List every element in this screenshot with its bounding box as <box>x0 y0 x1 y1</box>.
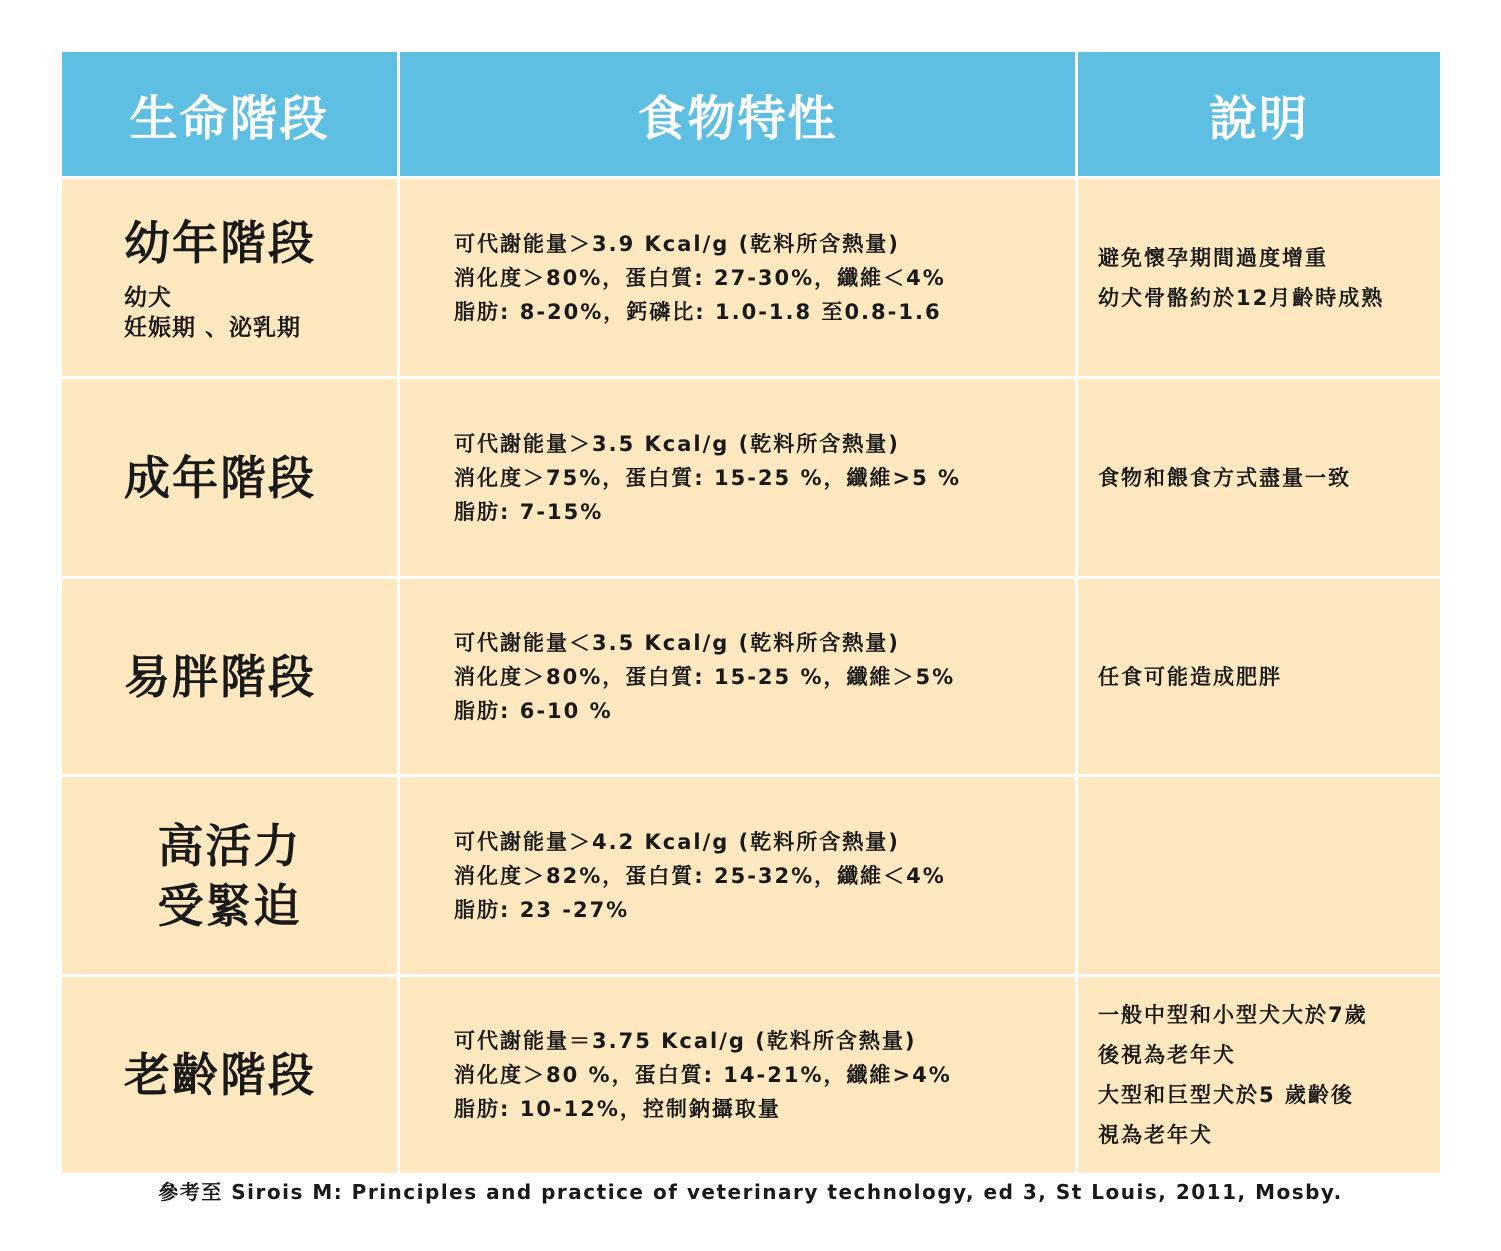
food-cell-senior <box>400 977 1075 1173</box>
food-line: 消化度＞80%，蛋白質: 15-25 %，纖維＞5% <box>454 664 956 689</box>
food-line: 脂肪: 8-20%，鈣磷比: 1.0-1.8 至0.8-1.6 <box>454 299 942 324</box>
header-food-characteristics: 食物特性 <box>400 52 1075 176</box>
note-cell-juvenile <box>1078 179 1440 376</box>
stage-cell-high-activity <box>62 777 397 974</box>
food-line: 脂肪: 10-12%，控制鈉攝取量 <box>454 1097 781 1121</box>
note-cell-adult <box>1078 379 1440 576</box>
note-line: 後視為老年犬 <box>1098 1043 1236 1067</box>
stage-subtitle-line: 妊娠期 、泌乳期 <box>124 314 302 341</box>
header-notes: 說明 <box>1078 52 1440 176</box>
stage-title: 老齡階段 <box>124 1048 316 1102</box>
stage-cell-juvenile <box>62 179 397 376</box>
stage-title: 易胖階段 <box>124 649 316 704</box>
food-line: 可代謝能量＞3.5 Kcal/g (乾料所含熱量) <box>454 431 900 456</box>
reference-citation: 參考至 Sirois M: Principles and practice of veterinary technology, ed 3, St Louis, 2011, Mosby. <box>158 1180 1343 1204</box>
stage-title-line: 受緊迫 <box>157 878 302 933</box>
header-life-stage: 生命階段 <box>62 52 397 176</box>
food-line: 可代謝能量＞3.9 Kcal/g (乾料所含熱量) <box>454 231 900 256</box>
stage-cell-senior <box>62 977 397 1173</box>
note-line: 視為老年犬 <box>1098 1123 1213 1147</box>
food-line: 脂肪: 6-10 % <box>454 698 613 723</box>
stage-subtitle-line: 幼犬 <box>124 284 172 311</box>
stage-title: 幼年階段 <box>124 215 316 270</box>
note-line: 幼犬骨骼約於12月齡時成熟 <box>1098 285 1385 310</box>
food-line: 可代謝能量＝3.75 Kcal/g (乾料所含熱量) <box>454 1029 917 1053</box>
food-line: 脂肪: 7-15% <box>454 499 604 524</box>
note-cell-obesity-prone <box>1078 579 1440 774</box>
nutrition-table <box>62 52 1438 1173</box>
note-line: 一般中型和小型犬大於7歲 <box>1098 1003 1368 1027</box>
note-line: 食物和餵食方式盡量一致 <box>1098 465 1351 490</box>
note-line: 任食可能造成肥胖 <box>1098 664 1282 689</box>
stage-title-line: 高活力 <box>157 818 302 873</box>
stage-title: 成年階段 <box>124 450 316 505</box>
food-line: 可代謝能量＜3.5 Kcal/g (乾料所含熱量) <box>454 630 900 655</box>
note-cell-high-activity <box>1078 777 1440 974</box>
food-cell-adult <box>400 379 1075 576</box>
stage-cell-obesity-prone <box>62 579 397 774</box>
food-cell-obesity-prone <box>400 579 1075 774</box>
food-line: 脂肪: 23 -27% <box>454 897 630 922</box>
note-cell-senior <box>1078 977 1440 1173</box>
food-cell-high-activity <box>400 777 1075 974</box>
food-line: 消化度＞82%，蛋白質: 25-32%，纖維＜4% <box>454 863 946 888</box>
stage-subtitle <box>124 283 397 343</box>
stage-cell-adult <box>62 379 397 576</box>
food-line: 可代謝能量＞4.2 Kcal/g (乾料所含熱量) <box>454 829 900 854</box>
note-line: 大型和巨型犬於5 歲齡後 <box>1098 1083 1354 1107</box>
note-line: 避免懷孕期間過度增重 <box>1098 245 1328 270</box>
food-line: 消化度＞80 %，蛋白質: 14-21%，纖維>4% <box>454 1063 952 1087</box>
food-cell-juvenile <box>400 179 1075 376</box>
food-line: 消化度＞80%，蛋白質: 27-30%，纖維＜4% <box>454 265 946 290</box>
food-line: 消化度＞75%，蛋白質: 15-25 %，纖維>5 % <box>454 465 962 490</box>
